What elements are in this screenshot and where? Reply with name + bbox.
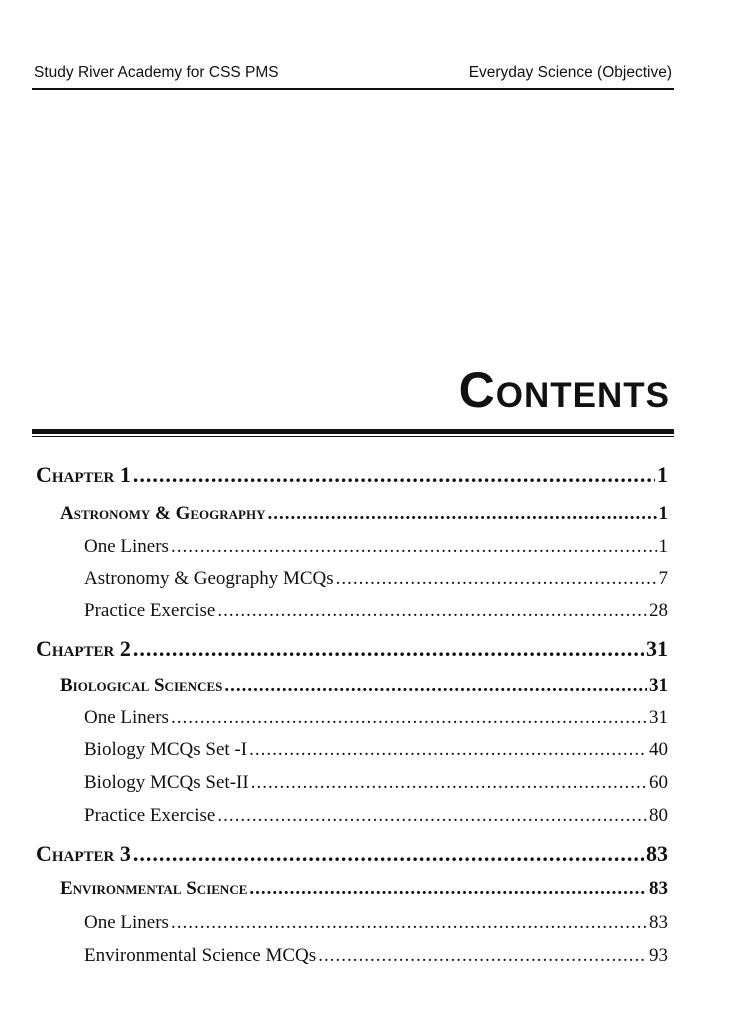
toc-page: 28 <box>649 600 668 621</box>
toc-label: Chapter 1 <box>36 462 131 487</box>
toc-chapter <box>36 462 668 488</box>
toc-label: Practice Exercise <box>84 600 216 621</box>
toc-section <box>60 878 668 900</box>
toc-page: 93 <box>649 945 668 966</box>
toc-page: 31 <box>649 707 668 728</box>
toc-leader <box>336 568 657 590</box>
toc-label: One Liners <box>84 707 169 728</box>
toc-leader <box>133 841 644 867</box>
toc-leader <box>171 536 657 558</box>
header-left-text: Study River Academy for CSS PMS <box>34 64 279 81</box>
toc-item <box>84 568 668 590</box>
toc-item <box>84 600 668 622</box>
toc-label: Environmental Science MCQs <box>84 945 317 966</box>
toc-leader <box>133 636 644 662</box>
toc-leader <box>249 878 647 900</box>
title-rule-thick <box>32 429 674 434</box>
toc-label: Chapter 3 <box>36 841 131 866</box>
page-title: Contents <box>458 362 670 418</box>
toc-item <box>84 536 668 558</box>
toc-item <box>84 945 668 967</box>
toc-label: Biology MCQs Set-II <box>84 772 249 793</box>
toc-page: 83 <box>646 841 668 866</box>
toc-page: 60 <box>649 772 668 793</box>
toc-label: Astronomy & Geography <box>60 503 266 524</box>
toc-label: One Liners <box>84 912 169 933</box>
toc-page: 80 <box>649 805 668 826</box>
toc-leader <box>171 912 647 934</box>
toc-page: 1 <box>657 462 668 487</box>
toc-leader <box>171 707 647 729</box>
toc-label: Environmental Science <box>60 878 248 899</box>
toc-page: 1 <box>658 503 668 524</box>
toc-item <box>84 707 668 729</box>
toc-leader <box>249 739 647 761</box>
toc-label: Biological Sciences <box>60 675 223 696</box>
toc-leader <box>217 600 647 622</box>
toc-item <box>84 912 668 934</box>
header-right-text: Everyday Science (Objective) <box>468 64 672 81</box>
title-rule-thin <box>32 436 674 437</box>
toc-label: Chapter 2 <box>36 636 131 661</box>
toc-label: Practice Exercise <box>84 805 216 826</box>
toc-chapter <box>36 636 668 662</box>
toc-leader <box>217 805 647 827</box>
toc-page: 83 <box>649 912 668 933</box>
toc-section <box>60 675 668 697</box>
toc-page: 83 <box>649 878 668 899</box>
toc-page: 31 <box>649 675 668 696</box>
toc-leader <box>224 675 647 697</box>
toc-label: Astronomy & Geography MCQs <box>84 568 334 589</box>
toc-leader <box>133 462 655 488</box>
toc-item <box>84 805 668 827</box>
toc-page: 7 <box>658 568 668 589</box>
toc-item <box>84 772 668 794</box>
toc-item <box>84 739 668 761</box>
toc-leader <box>268 503 657 525</box>
toc-page: 31 <box>646 636 668 661</box>
page-header <box>32 58 674 90</box>
toc-page: 1 <box>658 536 668 557</box>
toc-label: Biology MCQs Set -I <box>84 739 248 760</box>
toc-leader <box>318 945 647 967</box>
toc-chapter <box>36 841 668 867</box>
toc-leader <box>251 772 647 794</box>
toc-section <box>60 503 668 525</box>
toc-page: 40 <box>649 739 668 760</box>
toc-label: One Liners <box>84 536 169 557</box>
